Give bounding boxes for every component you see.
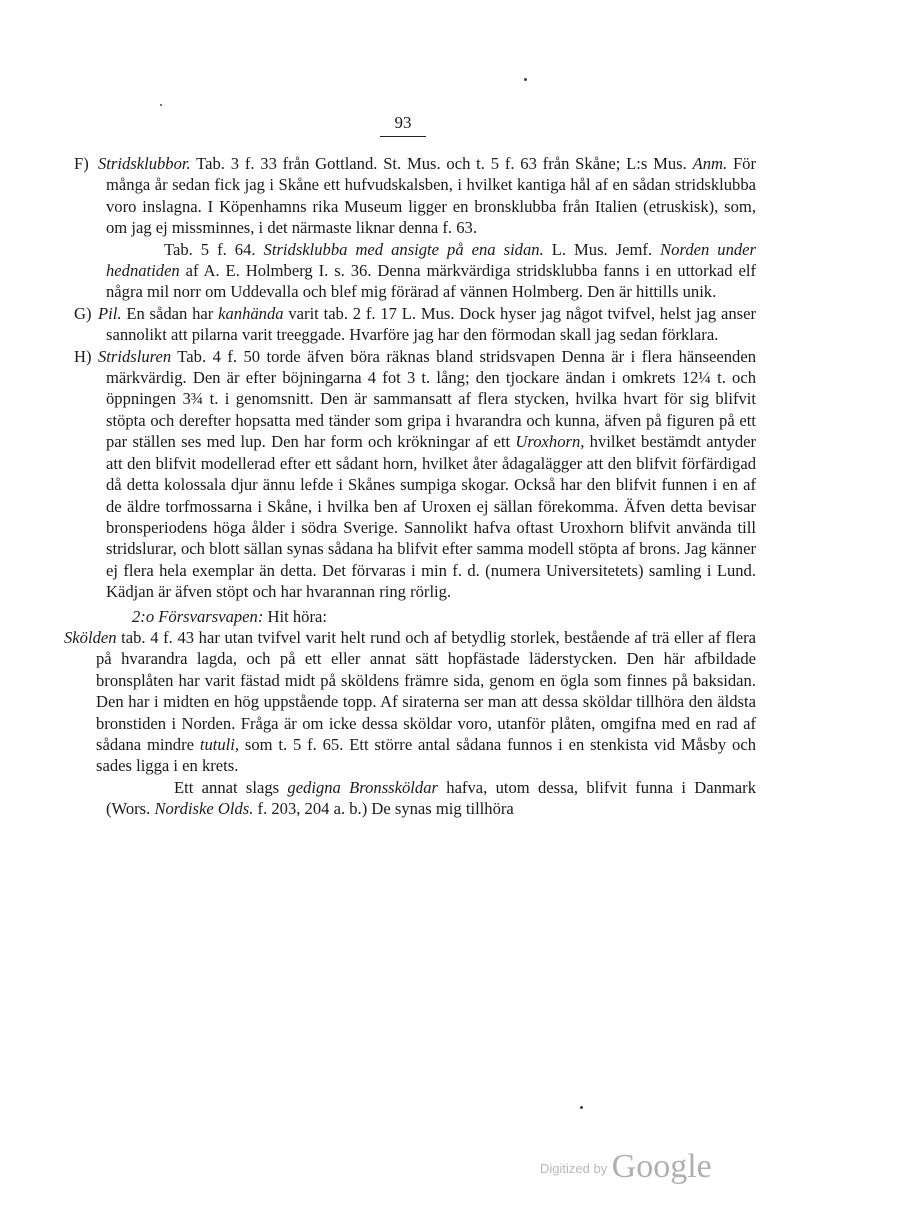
entry-text: För många år sedan fick jag i Skåne ett hufvudskalsben, i hvilket kantiga hål af en sådan stridsklubba voro inslagna. I Köpenhamns rika Museum ligger en bronsklubba från Italien (etruskisk), som, om jag ej missminnes, i det närmaste liknar denna f. 63. — [106, 154, 756, 238]
entry-text: Ett annat slags — [174, 777, 288, 797]
entry-f-paragraph-2 — [74, 239, 756, 303]
reference-title: Nordiske Olds. — [154, 799, 254, 819]
page-number: 93 — [380, 113, 426, 137]
entry-term: Stridsklubbor. — [98, 154, 191, 173]
entry-term-secondary: kanhända — [218, 303, 284, 323]
google-logo: Google — [611, 1148, 712, 1185]
entry-text: Tab. 4 f. 50 torde äfven böra räknas bland stridsvapen Denna är i flera hänseenden märkvärdig. Den är efter böjningarna 4 fot 3 t. lång; den tjockare ändan i omkrets 12¼ t. och öppningen 3¾ t. i genomsnitt. Den är sammansatt af flera stycken, hvilka hvart för sig blifvit stöpta och derefter hopsatta med tänder som gripa i hvarandra och kunna, äfven på figuren på ett par ställen ses med lup. Den har form och krökningar af ett — [106, 346, 756, 452]
entry-term: Stridsluren — [98, 346, 172, 366]
section-rest: Hit höra: — [263, 606, 327, 626]
entry-text: Tab. 5 f. 64. — [164, 239, 264, 259]
entry-text: f. 203, 204 a. b.) De synas mig tillhöra — [253, 799, 514, 819]
entry-text: Tab. 3 f. 33 från Gottland. St. Mus. och t. 5 f. 63 från Skåne; L:s Mus. — [190, 154, 693, 173]
entry-letter: G) — [74, 303, 92, 323]
entry-letter: H) — [74, 346, 92, 366]
entry-letter: F) — [74, 154, 89, 173]
entry-text: som t. 5 f. 65. Ett större antal sådana funnos i en stenkista vid Måsby och sades ligga i en krets. — [96, 734, 757, 776]
section-title: Försvarsvapen: — [158, 606, 264, 626]
entry-term-secondary: tutuli, — [199, 734, 240, 754]
digitized-by-google-watermark — [540, 1148, 712, 1186]
ink-speck — [580, 1106, 583, 1109]
entry-text: En sådan har — [121, 303, 219, 323]
entry-text: L. Mus. Jemf. — [543, 239, 661, 259]
entry-term-secondary: Uroxhorn, — [515, 432, 585, 452]
entry-g-pil — [74, 303, 756, 346]
entry-text: hafva, utom dessa, blifvit funna i Danmark (Wors. — [106, 777, 756, 819]
reference-title: Norden under hednatiden — [106, 239, 756, 281]
section-heading-forsvarsvapen — [74, 606, 756, 627]
watermark-by-text: Digitized by — [540, 1161, 608, 1176]
anm-label: Anm. — [692, 154, 728, 173]
page-body — [64, 153, 757, 820]
entry-term: gedigna Bronssköldar — [287, 777, 438, 797]
section-number: 2:o — [132, 606, 155, 626]
entry-text: hvilket bestämdt antyder att den blifvit modellerad efter ett sådant horn, hvilket åter ådagalägger att den blifvit förfärdigad då detta kolossala djur ännu lefde i Skånes sumpiga skogar. Också har den blifvit funnen i en af de äldre torfmossarna i Skåne, i hvilka ben af Uroxen ej sällan förekomma. Äfven detta bevisar bronsperiodens höga ålder i södra Sverige. Sannolikt hafva oftast Uroxhorn blifvit använda till stridslurar, och blott sällan synas sådana ha blifvit efter samma modell stöpta af brons. Jag känner ej flera hela exemplar än detta. Det förvaras i min f. d. (numera Universitetets) samling i Lund. Kädjan är äfven stöpt och har hvarannan ring rörlig. — [106, 432, 757, 602]
ink-speck — [160, 104, 162, 106]
entry-text: tab. 4 f. 43 har utan tvifvel varit helt rund och af betydlig storlek, bestående af trä eller af flera på hvarandra lagda, och på ett eller annat sätt hopfästade läderstycken. Den här afbildade bronsplåten har varit fästad midt på sköldens främre sida, genom en ögla som finnes på baksidan. Den har i midten en hög uppstående topp. Af siraterna ser man att dessa sköldar tillhöra den äldsta bronstiden i Norden. Fråga är om icke dessa sköldar voro, utanför plåten, omgifna med en rad af sådana mindre — [96, 627, 756, 754]
entry-term: Pil. — [98, 303, 122, 323]
entry-term: Stridsklubba med ansigte på ena sidan. — [263, 239, 544, 259]
entry-text: varit tab. 2 f. 17 L. Mus. Dock hyser jag något tvifvel, helst jag anser sannolikt att pilarna varit treeggade. Hvarföre jag har den förmodan skall jag sedan förklara. — [106, 303, 756, 345]
ink-speck — [524, 78, 527, 81]
closing-paragraph — [74, 777, 756, 820]
entry-term: Skölden — [64, 627, 117, 647]
entry-f-stridsklubbor — [74, 153, 756, 239]
entry-h-stridsluren — [74, 346, 756, 603]
entry-text: af A. E. Holmberg I. s. 36. Denna märkvärdiga stridsklubba fanns i en uttorkad elf några mil norr om Uddevalla och blef mig förärad af vännen Holmberg. Den är hittills unik. — [106, 261, 756, 302]
entry-skolden — [64, 627, 756, 777]
